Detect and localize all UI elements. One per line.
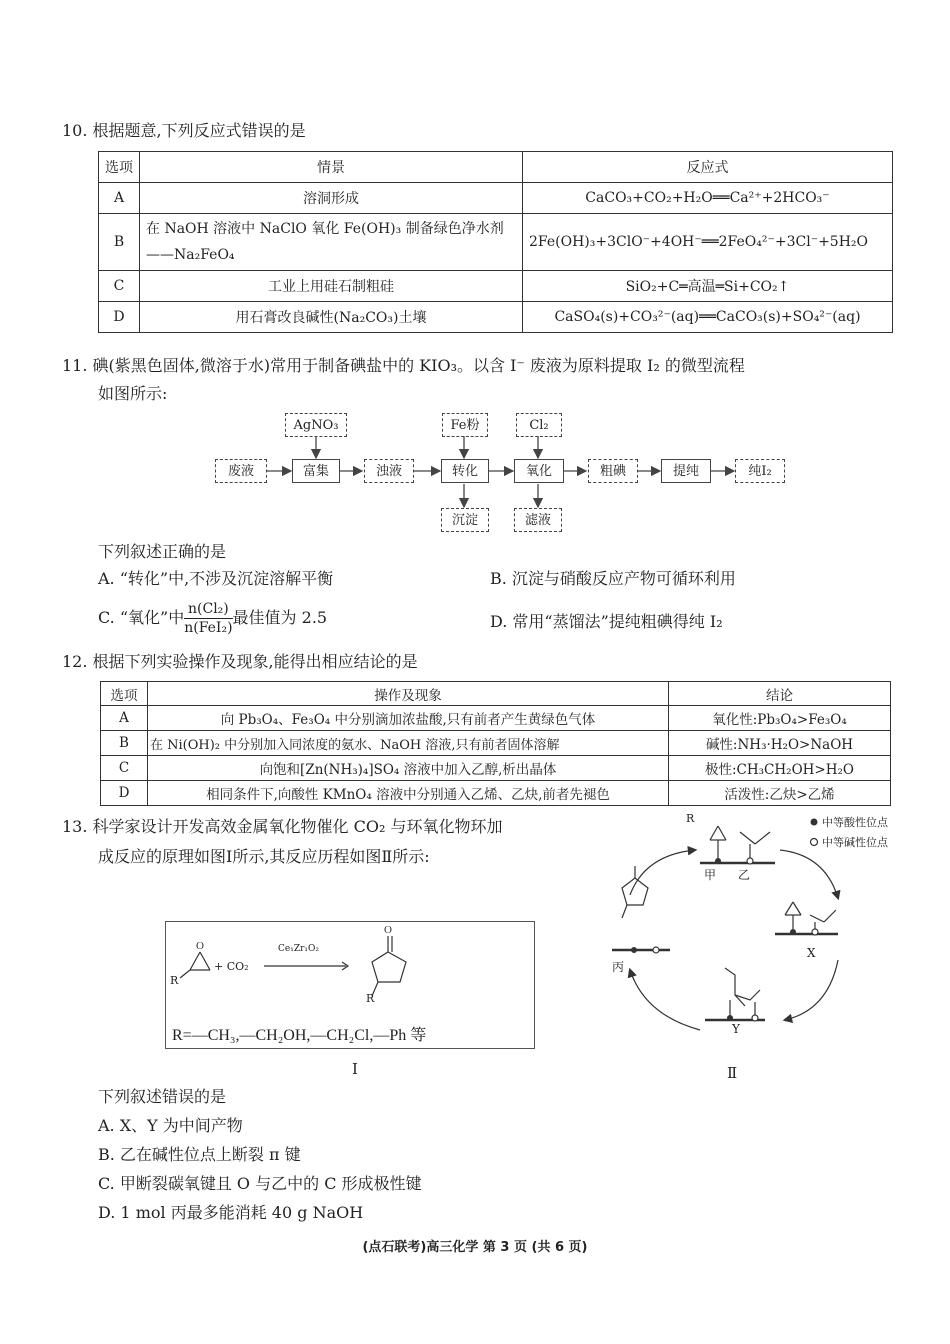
q13-label-yi: 乙 (738, 868, 751, 882)
q11-fraction-num: n(Cl₂) (184, 600, 232, 619)
flow-cl2: Cl₂ (516, 413, 562, 437)
q11-stem-line1: 11. 碘(紫黑色固体,微溶于水)常用于制备碘盐中的 KIO₃。以含 I⁻ 废液为原料提取 I₂ 的微型流程 (62, 356, 745, 375)
q11-option-c-pre: C. “氧化”中 (98, 608, 185, 627)
q10-header-opt: 选项 (99, 152, 140, 183)
q12-header-con: 结论 (669, 682, 891, 706)
q13-label-r: R (686, 812, 695, 825)
q13-fig1-r-left: R (170, 974, 179, 987)
q13-fig1-carbonyl-o: O (384, 924, 392, 936)
q10-row-a-eq: CaCO₃+CO₂+H₂O══Ca²⁺+2HCO₃⁻ (523, 183, 893, 214)
q10-row-d-opt: D (99, 302, 140, 333)
q13-prompt: 下列叙述错误的是 (98, 1087, 227, 1106)
flow-convert: 转化 (441, 459, 489, 483)
q10-row-b-eq: 2Fe(OH)₃+3ClO⁻+4OH⁻══2FeO₄²⁻+3Cl⁻+5H₂O (523, 214, 893, 271)
q12-row-a-opt: A (101, 706, 148, 731)
q12-row-d-con: 活泼性:乙炔>乙烯 (669, 781, 891, 806)
q12-header-opt: 选项 (101, 682, 148, 706)
q11-stem-line2: 如图所示: (98, 384, 168, 403)
flow-fe-powder: Fe粉 (442, 413, 488, 437)
q13-label-jia: 甲 (704, 868, 717, 882)
q12-row-a-con: 氧化性:Pb₃O₄>Fe₃O₄ (669, 706, 891, 731)
q10-row-c-opt: C (99, 271, 140, 302)
q12-row-c-opt: C (101, 756, 148, 781)
q12-row-c-con: 极性:CH₃CH₂OH>H₂O (669, 756, 891, 781)
q13-fig2-acid-sites (631, 819, 818, 1022)
q12-table (100, 681, 891, 806)
page-footer: (点石联考)高三化学 第 3 页 (共 6 页) (362, 1240, 588, 1255)
q10-row-d-scene: 用石膏改良碱性(Na₂CO₃)土壤 (140, 302, 523, 333)
q10-header-scene: 情景 (140, 152, 523, 183)
flow-oxidize: 氧化 (514, 459, 564, 483)
q13-fig2-label: Ⅱ (727, 1064, 738, 1082)
q10-header-eq: 反应式 (523, 152, 893, 183)
q13-label-x: X (807, 946, 816, 960)
q10-row-d-eq: CaSO₄(s)+CO₃²⁻(aq)══CaCO₃(s)+SO₄²⁻(aq) (523, 302, 893, 333)
q10-row-c-eq: SiO₂+C═高温═Si+CO₂↑ (523, 271, 893, 302)
q11-option-b: B. 沉淀与硝酸反应产物可循环利用 (490, 569, 736, 588)
q12-stem: 12. 根据下列实验操作及现象,能得出相应结论的是 (62, 652, 418, 671)
q13-option-b: B. 乙在碱性位点上断裂 π 键 (98, 1145, 301, 1164)
flow-enrich: 富集 (292, 459, 340, 483)
q10-row-c-scene: 工业上用硅石制粗硅 (140, 271, 523, 302)
q13-fig1-label: Ⅰ (352, 1060, 358, 1078)
q13-option-d: D. 1 mol 丙最多能消耗 40 g NaOH (98, 1203, 364, 1222)
flow-suspension: 浊液 (364, 459, 414, 483)
q10-row-b-scene: 在 NaOH 溶液中 NaClO 氧化 Fe(OH)₃ 制备绿色净水剂——Na₂FeO₄ (140, 214, 523, 271)
q13-stem-line2: 成反应的原理如图Ⅰ所示,其反应历程如图Ⅱ所示: (98, 847, 430, 866)
q13-figure-1 (165, 921, 535, 1049)
flow-waste-liquid: 废液 (215, 459, 267, 483)
flow-purify: 提纯 (661, 459, 711, 483)
q13-legend-acid: 中等酸性位点 (822, 816, 888, 829)
q13-label-y: Y (732, 1022, 740, 1036)
flow-crude-iodine: 粗碘 (588, 459, 638, 483)
q12-row-b-op: 在 Ni(OH)₂ 中分别加入同浓度的氨水、NaOH 溶液,只有前者固体溶解 (148, 731, 669, 756)
q13-fig1-r-definition: R=—CH₃,—CH₂OH,—CH₂Cl,—Ph 等 (172, 1027, 427, 1044)
q13-stem-line1: 13. 科学家设计开发高效金属氧化物催化 CO₂ 与环氧化物环加 (62, 817, 503, 836)
q11-fraction-den: n(FeI₂) (184, 620, 233, 636)
q10-row-a-opt: A (99, 183, 140, 214)
q12-row-c-op: 向饱和[Zn(NH₃)₄]SO₄ 溶液中加入乙醇,析出晶体 (148, 756, 669, 781)
q10-row-a-scene: 溶洞形成 (140, 183, 523, 214)
q12-header-op: 操作及现象 (148, 682, 669, 706)
q12-row-a-op: 向 Pb₃O₄、Fe₃O₄ 中分别滴加浓盐酸,只有前者产生黄绿色气体 (148, 706, 669, 731)
q11-option-c-fraction (184, 600, 232, 637)
q13-fig1-reagent: + CO₂ (214, 960, 249, 973)
q13-fig1-epoxide-o: O (196, 940, 204, 952)
q11-prompt: 下列叙述正确的是 (98, 542, 227, 561)
q13-label-bing: 丙 (612, 960, 625, 974)
q10-row-b-opt: B (99, 214, 140, 271)
q11-option-c (98, 600, 327, 637)
q13-legend-base: 中等碱性位点 (822, 836, 888, 849)
q13-option-a: A. X、Y 为中间产物 (98, 1116, 243, 1135)
q13-option-c: C. 甲断裂碳氧键且 O 与乙中的 C 形成极性键 (98, 1174, 422, 1193)
q11-option-a: A. “转化”中,不涉及沉淀溶解平衡 (98, 569, 334, 588)
flow-agno3: AgNO₃ (285, 413, 347, 437)
q11-option-c-post: 最佳值为 2.5 (232, 608, 328, 627)
flow-filtrate: 滤液 (514, 508, 562, 532)
q12-row-d-op: 相同条件下,向酸性 KMnO₄ 溶液中分别通入乙烯、乙炔,前者先褪色 (148, 781, 669, 806)
flow-precipitate: 沉淀 (441, 508, 489, 532)
q12-row-b-opt: B (101, 731, 148, 756)
q10-stem: 10. 根据题意,下列反应式错误的是 (62, 121, 306, 140)
q11-option-d: D. 常用“蒸馏法”提纯粗碘得纯 I₂ (490, 612, 723, 631)
q12-row-d-opt: D (101, 781, 148, 806)
flow-pure-iodine: 纯I₂ (735, 459, 785, 483)
q12-row-b-con: 碱性:NH₃·H₂O>NaOH (669, 731, 891, 756)
q13-fig1-r-right: R (366, 992, 375, 1005)
q13-fig1-catalyst: Ce₁Zr₁O₂ (278, 944, 319, 954)
